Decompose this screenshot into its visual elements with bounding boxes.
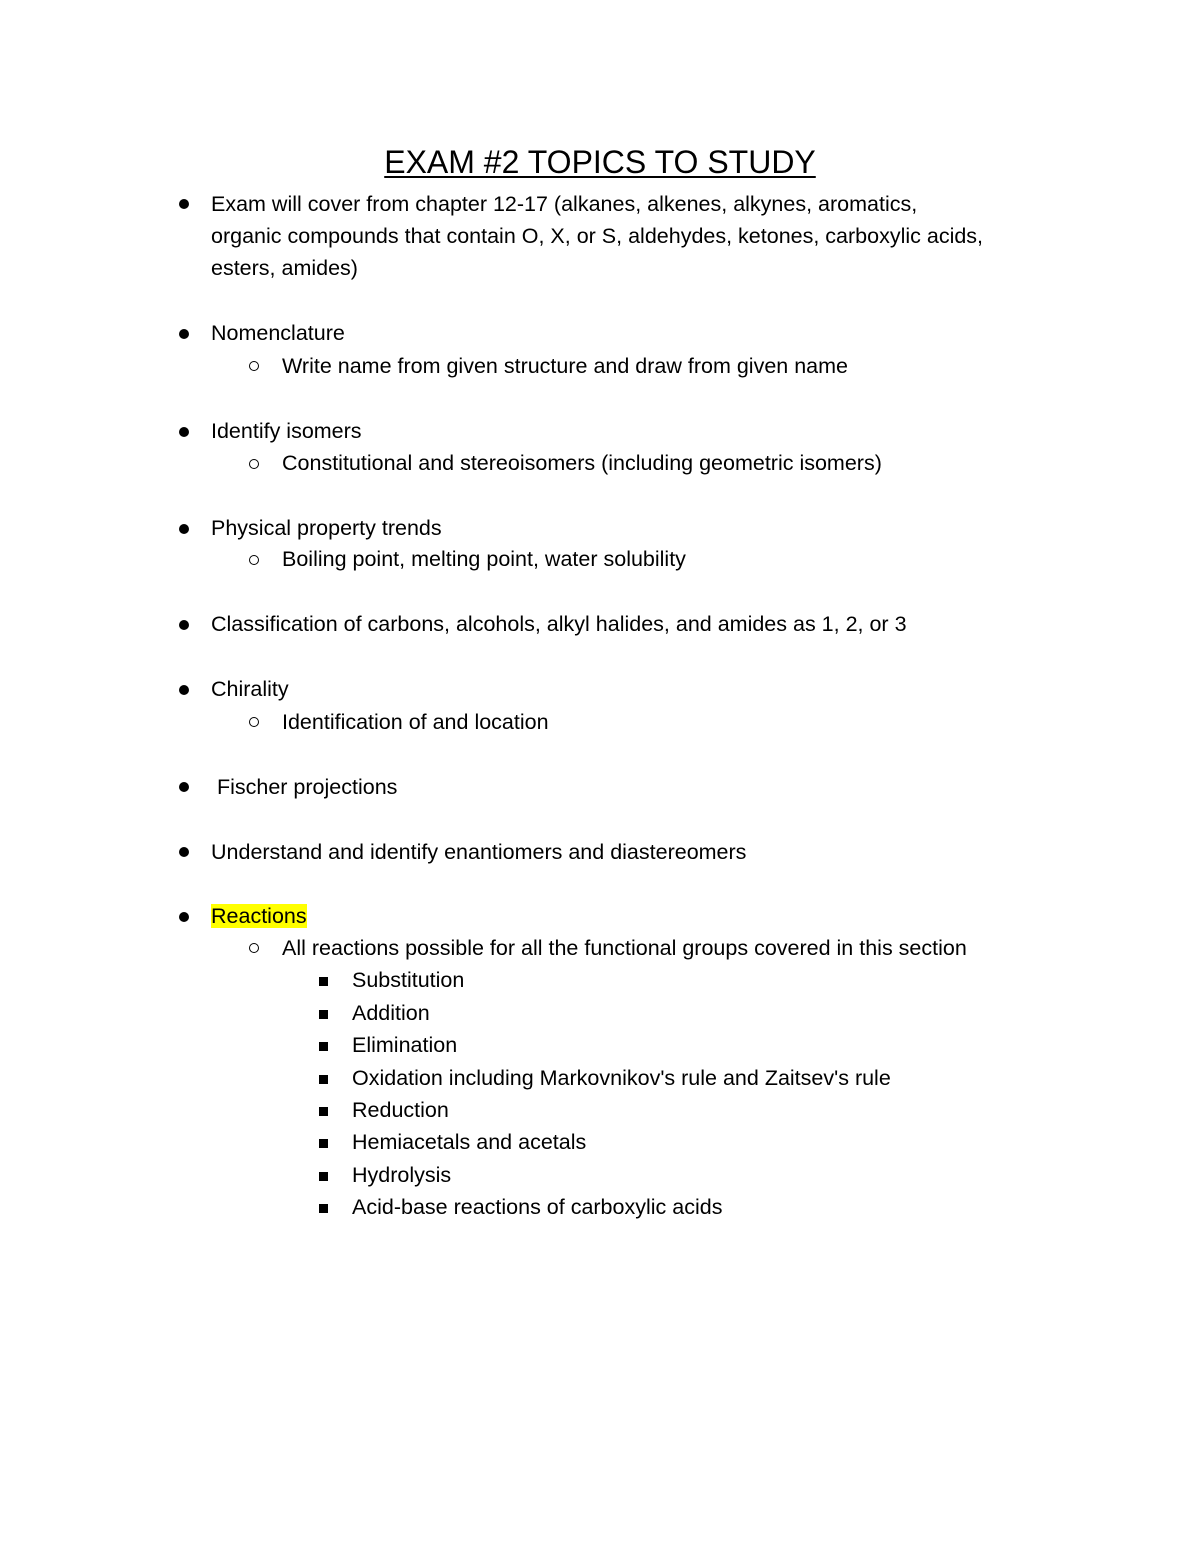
- bullet-circle-icon: [249, 717, 259, 727]
- reaction-type-item: Hydrolysis: [352, 1163, 452, 1187]
- bullet-disc-icon: [179, 329, 189, 339]
- list-item-chirality: Chirality: [211, 677, 289, 701]
- list-item-reactions: [211, 900, 307, 932]
- reaction-type-item: Substitution: [352, 968, 465, 992]
- reaction-type-item: Hemiacetals and acetals: [352, 1130, 587, 1154]
- bullet-disc-icon: [179, 847, 189, 857]
- page-title: EXAM #2 TOPICS TO STUDY: [384, 144, 816, 180]
- sub-item-nomenclature: Write name from given structure and draw from given name: [282, 354, 849, 378]
- bullet-square-icon: [319, 1204, 328, 1213]
- bullet-square-icon: [319, 977, 328, 986]
- list-item-nomenclature: Nomenclature: [211, 321, 345, 345]
- bullet-square-icon: [319, 1107, 328, 1116]
- list-item-classification: Classification of carbons, alcohols, alkyl halides, and amides as 1, 2, or 3: [211, 612, 907, 636]
- reaction-type-item: Oxidation including Markovnikov's rule and Zaitsev's rule: [352, 1066, 891, 1090]
- bullet-square-icon: [319, 1075, 328, 1084]
- reaction-type-item: Reduction: [352, 1098, 449, 1122]
- bullet-square-icon: [319, 1010, 328, 1019]
- bullet-disc-icon: [179, 199, 189, 209]
- bullet-circle-icon: [249, 943, 259, 953]
- bullet-disc-icon: [179, 685, 189, 695]
- list-item-exam-coverage-line-3: esters, amides): [211, 256, 358, 280]
- sub-item-physical-properties: Boiling point, melting point, water solubility: [282, 547, 686, 571]
- bullet-circle-icon: [249, 361, 259, 371]
- bullet-circle-icon: [249, 459, 259, 469]
- list-item-enantiomers: Understand and identify enantiomers and diastereomers: [211, 840, 747, 864]
- reaction-type-item: Addition: [352, 1001, 430, 1025]
- sub-item-reactions: All reactions possible for all the functional groups covered in this section: [282, 936, 967, 960]
- bullet-disc-icon: [179, 524, 189, 534]
- bullet-disc-icon: [179, 912, 189, 922]
- bullet-disc-icon: [179, 620, 189, 630]
- list-item-exam-coverage-line-2: organic compounds that contain O, X, or S, aldehydes, ketones, carboxylic acids,: [211, 224, 984, 248]
- reaction-type-item: Acid-base reactions of carboxylic acids: [352, 1195, 723, 1219]
- bullet-disc-icon: [179, 427, 189, 437]
- sub-item-chirality: Identification of and location: [282, 710, 549, 734]
- list-item-identify-isomers: Identify isomers: [211, 419, 362, 443]
- highlighted-text: Reactions: [211, 904, 307, 928]
- sub-item-isomers: Constitutional and stereoisomers (including geometric isomers): [282, 451, 882, 475]
- list-item-fischer-projections: Fischer projections: [211, 775, 398, 799]
- bullet-disc-icon: [179, 782, 189, 792]
- reaction-type-item: Elimination: [352, 1033, 458, 1057]
- bullet-circle-icon: [249, 555, 259, 565]
- bullet-square-icon: [319, 1139, 328, 1148]
- list-item-exam-coverage-line-1: Exam will cover from chapter 12-17 (alkanes, alkenes, alkynes, aromatics,: [211, 192, 918, 216]
- bullet-square-icon: [319, 1172, 328, 1181]
- list-item-physical-property-trends: Physical property trends: [211, 516, 442, 540]
- bullet-square-icon: [319, 1042, 328, 1051]
